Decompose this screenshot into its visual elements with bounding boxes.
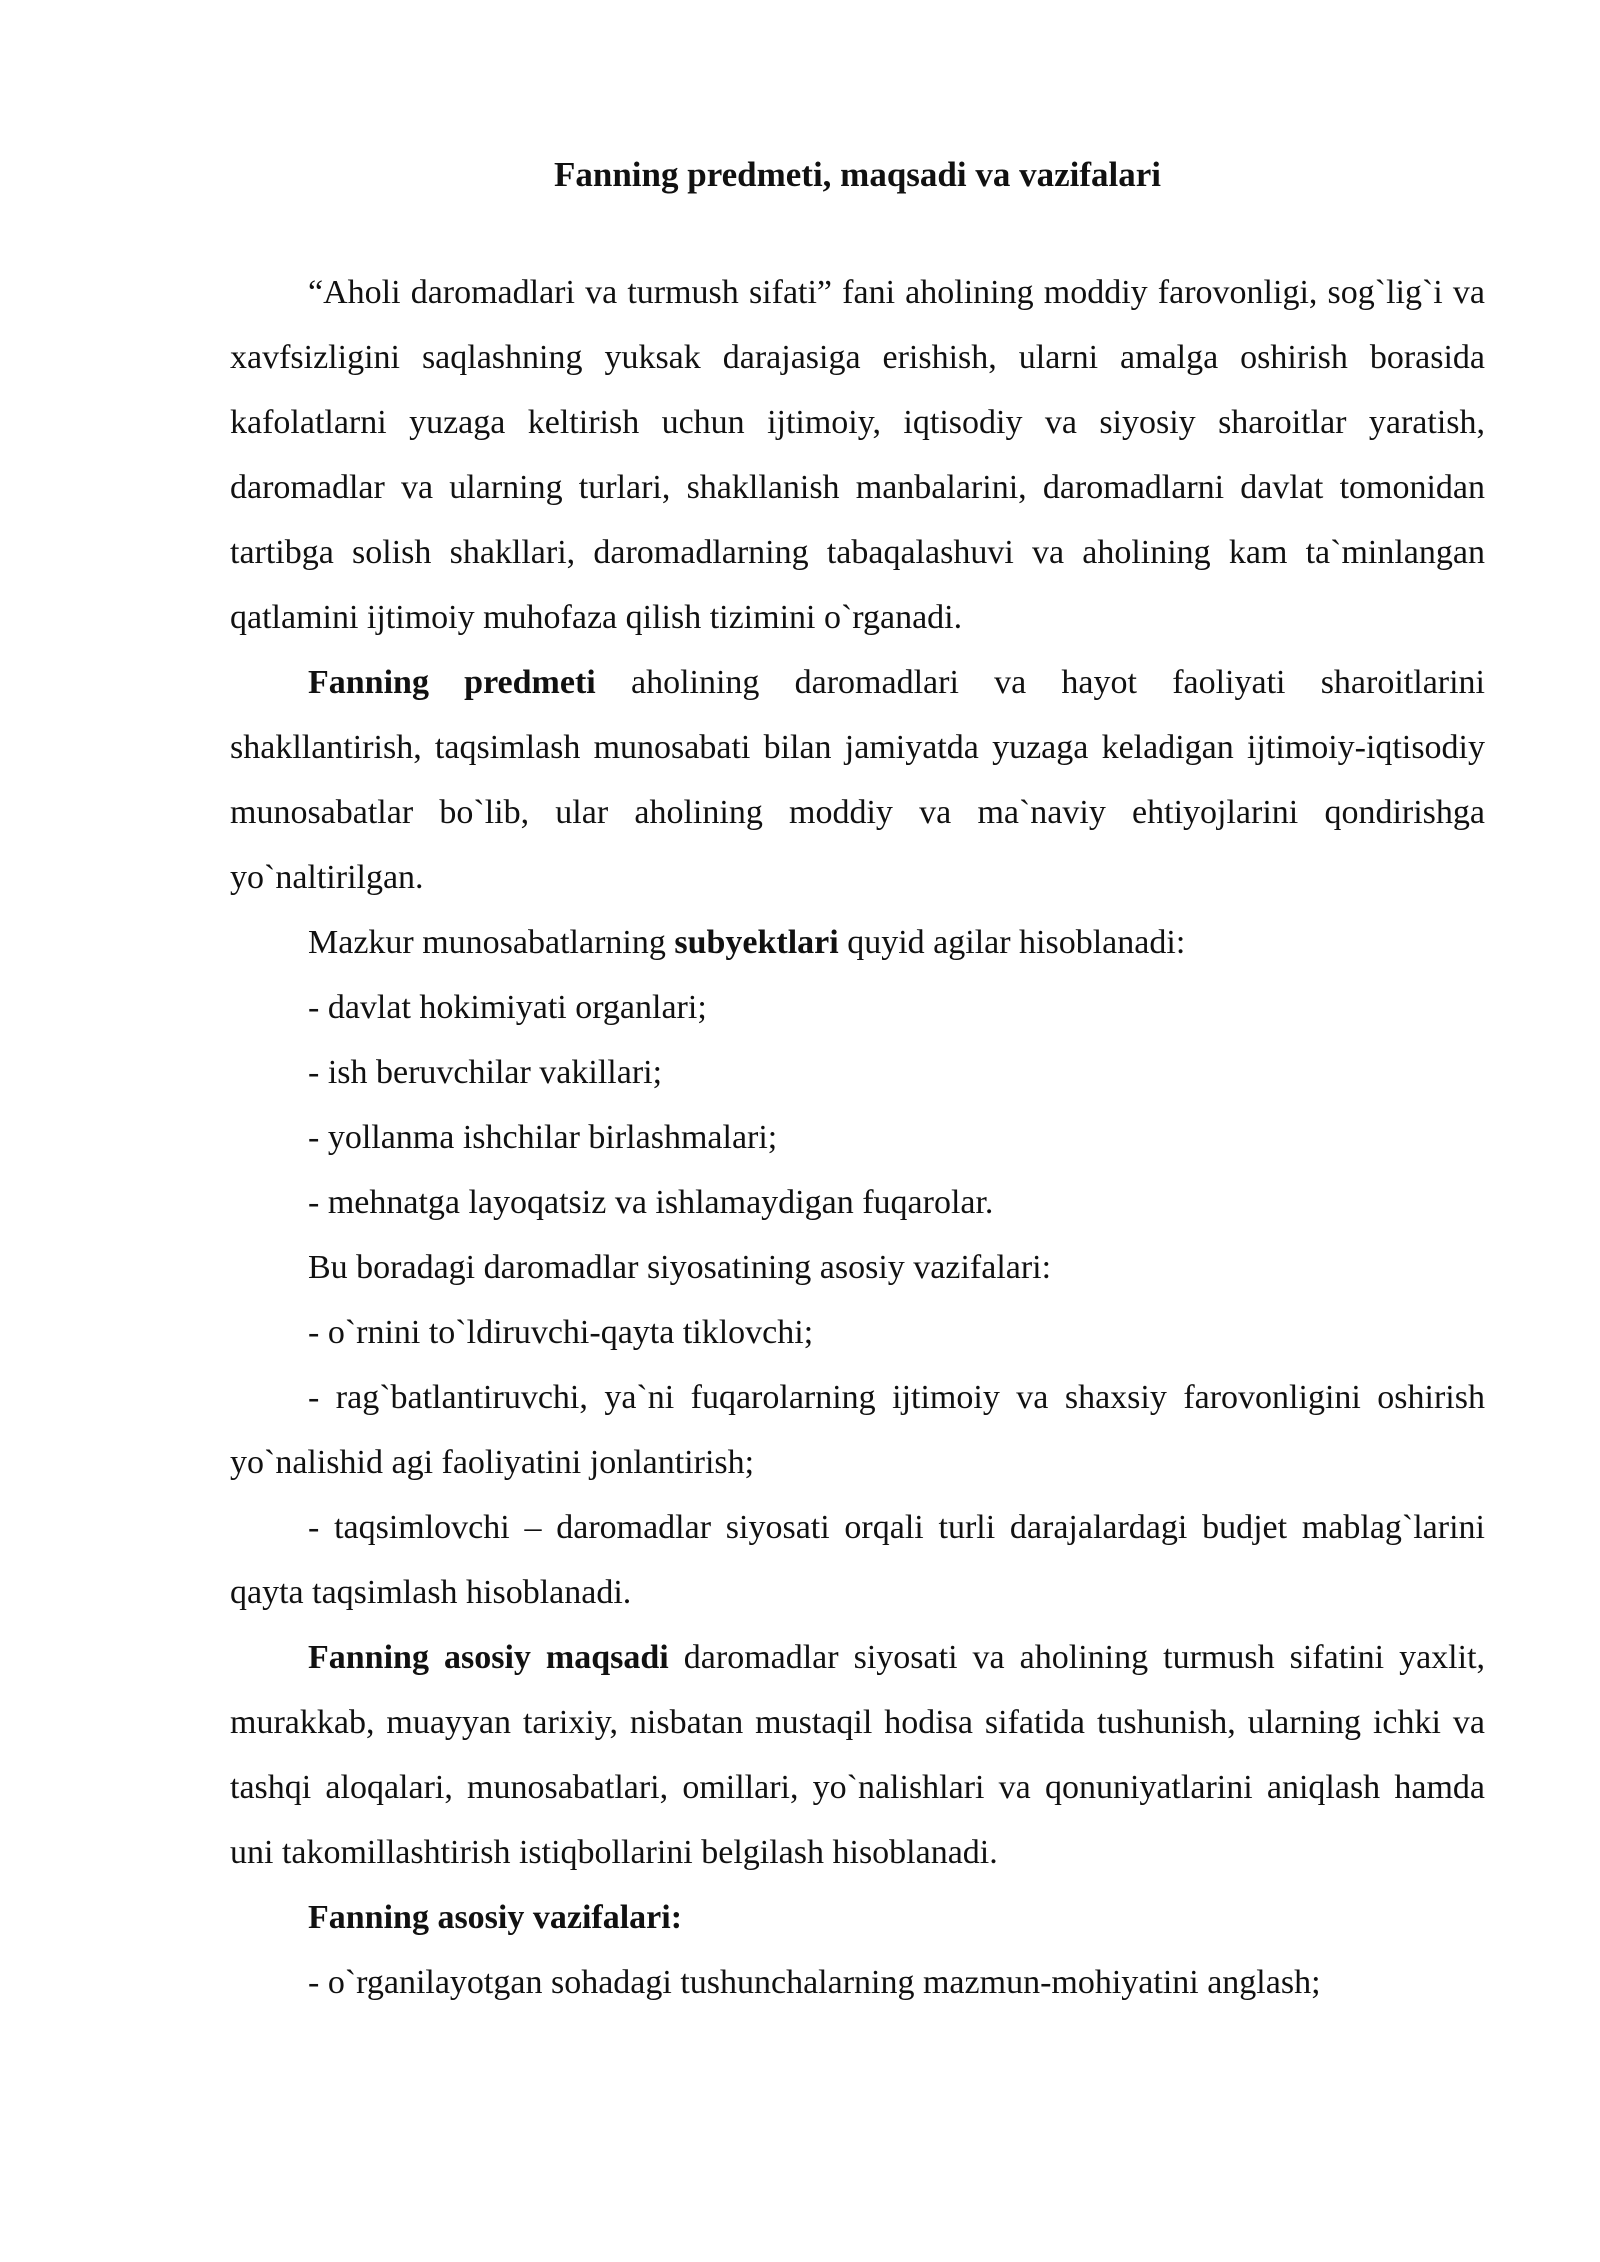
subjects-intro xyxy=(230,910,1485,975)
subjects-list-item: - mehnatga layoqatsiz va ishlamaydigan fuqarolar. xyxy=(308,1184,994,1221)
subject-term: Fanning predmeti xyxy=(308,664,596,701)
subjects-list-item: - yollanma ishchilar birlashmalari; xyxy=(308,1119,778,1156)
duties-list-item: - o`rganilayotgan sohadagi tushunchalarning mazmun-mohiyatini anglash; xyxy=(308,1964,1321,2001)
subjects-list-item: - davlat hokimiyati organlari; xyxy=(308,989,707,1026)
subject-paragraph xyxy=(230,650,1485,910)
duties-heading: Fanning asosiy vazifalari: xyxy=(308,1899,683,1936)
subjects-list-item: - ish beruvchilar vakillari; xyxy=(308,1054,663,1091)
subjects-term: subyektlari xyxy=(674,924,839,961)
policy-tasks-intro: Bu boradagi daromadlar siyosatining asosiy vazifalari: xyxy=(308,1249,1052,1286)
goal-text: daromadlar siyosati va aholining turmush sifatini yaxlit, murakkab, muayyan tarixiy, nisbatan mustaqil hodisa sifatida tushunish, ularning ichki va tashqi aloqalari, munosabatlari, omillari, yo`nalishlari va qonuniyatlarini aniqlash hamda uni takomillashtirish istiqbollarini belgilash hisoblanadi. xyxy=(230,1639,1486,1871)
page-title: Fanning predmeti, maqsadi va vazifalari xyxy=(553,155,1161,194)
policy-task-item: - rag`batlantiruvchi, ya`ni fuqarolarning ijtimoiy va shaxsiy farovonligini oshirish yo`nalishid agi faoliyatini jonlantirish; xyxy=(230,1379,1485,1481)
goal-paragraph xyxy=(230,1625,1485,1885)
subjects-intro-after: quyid agilar hisoblanadi: xyxy=(838,924,1186,961)
intro-paragraph: “Aholi daromadlari va turmush sifati” fani aholining moddiy farovonligi, sog`lig`i va xavfsizligini saqlashning yuksak darajasiga erishish, ularni amalga oshirish borasida kafolatlarni yuzaga keltirish uchun ijtimoiy, iqtisodiy va siyosiy sharoitlar yaratish, daromadlar va ularning turlari, shakllanish manbalarini, daromadlarni davlat tomonidan tartibga solish shakllari, daromadlarning tabaqalashuvi va aholining kam ta`minlangan qatlamini ijtimoiy muhofaza qilish tizimini o`rganadi. xyxy=(230,274,1485,636)
subject-text: aholining daromadlari va hayot faoliyati sharoitlarini shakllantirish, taqsimlash munosabati bilan jamiyatda yuzaga keladigan ijtimoiy-iqtisodiy munosabatlar bo`lib, ular aholining moddiy va ma`naviy ehtiyojlarini qondirishga yo`naltirilgan. xyxy=(230,664,1485,896)
policy-task-item: - taqsimlovchi – daromadlar siyosati orqali turli darajalardagi budjet mablag`larini qayta taqsimlash hisoblanadi. xyxy=(230,1509,1485,1611)
goal-term: Fanning asosiy maqsadi xyxy=(308,1639,669,1676)
subjects-intro-before: Mazkur munosabatlarning xyxy=(308,924,675,961)
policy-task-item: - o`rnini to`ldiruvchi-qayta tiklovchi; xyxy=(308,1314,814,1351)
